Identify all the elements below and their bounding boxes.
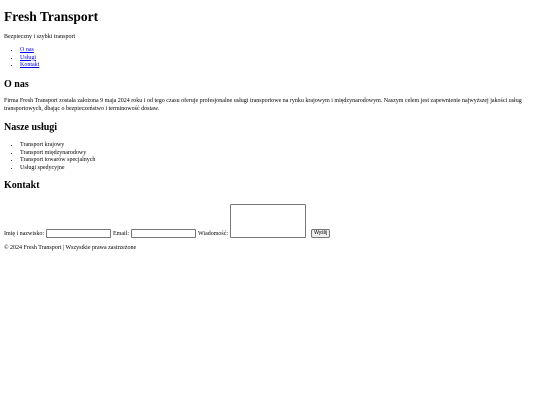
footer-text: © 2024 Fresh Transport | Wszystkie prawa zastrzeżone bbox=[4, 245, 137, 251]
site-tagline: Bezpieczny i szybki transport bbox=[4, 34, 76, 40]
contact-heading: Kontakt bbox=[4, 180, 40, 191]
nav-link-about[interactable]: O nas bbox=[20, 47, 34, 53]
nav-item-about bbox=[20, 47, 39, 55]
nav-link-services[interactable]: Usługi bbox=[20, 54, 37, 61]
message-field[interactable] bbox=[230, 204, 306, 238]
submit-button[interactable]: Wyślij bbox=[311, 229, 330, 238]
name-label: Imię i nazwisko: bbox=[4, 231, 44, 237]
service-item: • Usługi spedycyjne bbox=[20, 165, 95, 173]
nav-item-contact bbox=[20, 62, 39, 70]
about-text: Firma Fresh Transport została założona 9 maja 2024 roku i od tego czasu oferuje profesjonalne usługi transportowe na rynku krajowym i międzynarodowym. Naszym celem jest zapewnienie najwyższej jakości usług transportowych, dbając o bezpieczeństwo i terminowość dostaw. bbox=[4, 98, 522, 112]
service-item: • Transport krajowy bbox=[20, 142, 95, 150]
services-list bbox=[4, 142, 95, 172]
nav-link-contact[interactable]: Kontakt bbox=[20, 62, 40, 69]
email-label: Email: bbox=[113, 231, 129, 237]
service-item: • Transport towarów specjalnych bbox=[20, 157, 95, 165]
contact-form bbox=[4, 200, 330, 238]
site-title: Fresh Transport bbox=[4, 9, 99, 24]
nav-item-services bbox=[20, 55, 39, 63]
main-nav bbox=[4, 47, 39, 70]
message-label: Wiadomość: bbox=[198, 231, 229, 237]
email-field[interactable] bbox=[131, 229, 196, 238]
about-heading: O nas bbox=[4, 79, 29, 90]
services-heading: Nasze usługi bbox=[4, 122, 58, 133]
service-item: • Transport międzynarodowy bbox=[20, 150, 95, 158]
name-field[interactable] bbox=[46, 229, 111, 238]
